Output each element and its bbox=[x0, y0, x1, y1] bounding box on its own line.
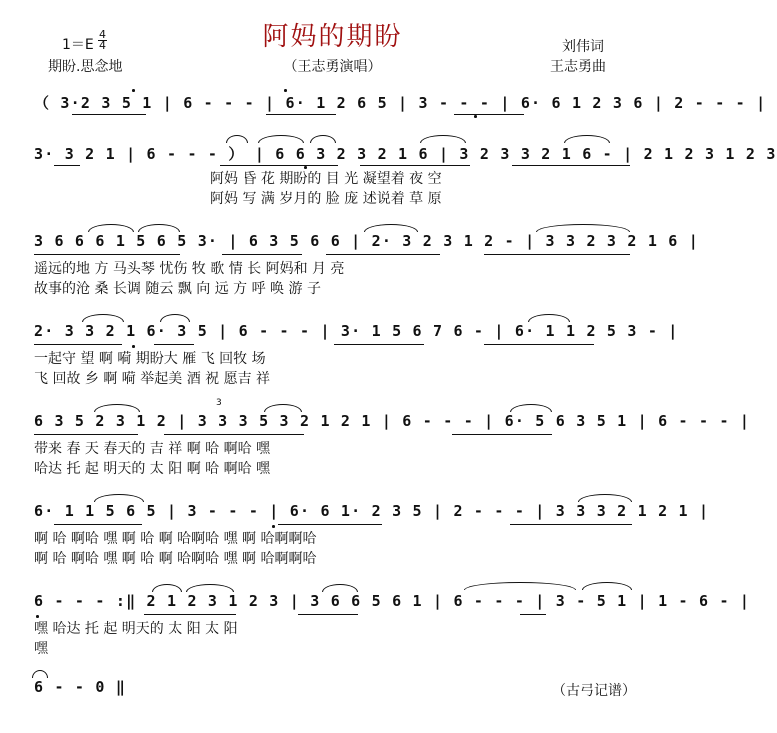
time-signature bbox=[98, 30, 107, 51]
score-line-4 bbox=[34, 322, 679, 342]
notes: 6· 1 1 5 6 5 | 3 - - - | 6· 6 1· 2 3 5 | 2 - - - | 3 3 3 2 1 2 1 | bbox=[34, 502, 710, 520]
singer-credit: （王志勇演唱） bbox=[283, 59, 382, 75]
lyrics-line-4b: 飞 回故 乡 啊 嗬 举起美 酒 祝 愿吉 祥 bbox=[34, 371, 271, 387]
lyrics-line-3b: 故事的沧 桑 长调 随云 飘 向 远 方 呼 唤 游 子 bbox=[34, 281, 321, 297]
lyrics-line-7a: 嘿 哈达 托 起 明天的 太 阳 太 阳 bbox=[34, 621, 238, 637]
score-line-7 bbox=[34, 592, 751, 612]
lyrics-line-2a: 阿妈 昏 花 期盼的 目 光 凝望着 夜 空 bbox=[210, 171, 442, 187]
notes: 6 - - 0 ‖ bbox=[34, 678, 127, 696]
notes: 2· 3 3 2 1 6· 3 5 | 6 - - - | 3· 1 5 6 7 6 - | 6· 1 1 2 5 3 - | bbox=[34, 322, 679, 340]
score-line-2 bbox=[34, 143, 777, 163]
lyrics-line-6a: 啊 哈 啊哈 嘿 啊 哈 啊 哈啊哈 嘿 啊 哈啊啊哈 bbox=[34, 531, 317, 547]
meter-bottom: 4 bbox=[99, 39, 106, 52]
notes: （ 3·2 3 5 1 | 6 - - - | 6· 1 2 6 5 | 3 - - - | 6· 6 1 2 3 6 | 2 - - - | bbox=[34, 94, 767, 112]
score-line-6 bbox=[34, 502, 710, 522]
score-line-1 bbox=[34, 92, 767, 112]
notes: 3· 3 2 1 | 6 - - - ） | 6 6 3 2 3 2 1 6 | 3 2 3 3 2 1 6 - | 2 1 2 3 1 2 3 bbox=[34, 145, 777, 163]
lyrics-line-5b: 哈达 托 起 明天的 太 阳 啊 哈 啊哈 嘿 bbox=[34, 461, 271, 477]
triplet-mark: 3 bbox=[216, 398, 223, 408]
transcription-credit: （古弓记谱） bbox=[552, 683, 636, 699]
notes: 6 - - - :‖ 2 1 2 3 1 2 3 | 3 6 6 5 6 1 | 6 - - - | 3 - 5 1 | 1 - 6 - | bbox=[34, 592, 751, 610]
lyrics-line-4a: 一起守 望 啊 嗬 期盼大 雁 飞 回牧 场 bbox=[34, 351, 266, 367]
score-line-8 bbox=[34, 678, 634, 698]
score-line-5 bbox=[34, 398, 751, 432]
key-signature: 1＝E bbox=[62, 37, 94, 53]
score-line-3 bbox=[34, 232, 699, 252]
notes: 3 6 6 6 1 5 6 5 3· | 6 3 5 6 6 | 2· 3 2 3 1 2 - | 3 3 2 3 2 1 6 | bbox=[34, 232, 699, 250]
song-title: 阿妈的期盼 bbox=[262, 22, 403, 52]
meter-top: 4 bbox=[99, 28, 106, 41]
lyricist-credit: 刘伟词 bbox=[562, 39, 604, 55]
lyrics-line-3a: 遥远的地 方 马头琴 忧伤 牧 歌 情 长 阿妈和 月 亮 bbox=[34, 261, 345, 277]
lyrics-line-2b: 阿妈 写 满 岁月的 脸 庞 述说着 草 原 bbox=[210, 191, 442, 207]
lyrics-line-5a: 带来 春 天 春天的 吉 祥 啊 哈 啊哈 嘿 bbox=[34, 441, 271, 457]
composer-credit: 王志勇曲 bbox=[550, 59, 606, 75]
lyrics-line-6b: 啊 哈 啊哈 嘿 啊 哈 啊 哈啊哈 嘿 啊 哈啊啊哈 bbox=[34, 551, 317, 567]
tempo-marking: 期盼.思念地 bbox=[48, 59, 123, 75]
lyrics-line-7b: 嘿 bbox=[34, 641, 48, 657]
notes: 6 3 5 2 3 1 2 | 3 3 3 5 3 2 1 2 1 | 6 - - - | 6· 5 6 3 5 1 | 6 - - - | bbox=[34, 412, 751, 430]
